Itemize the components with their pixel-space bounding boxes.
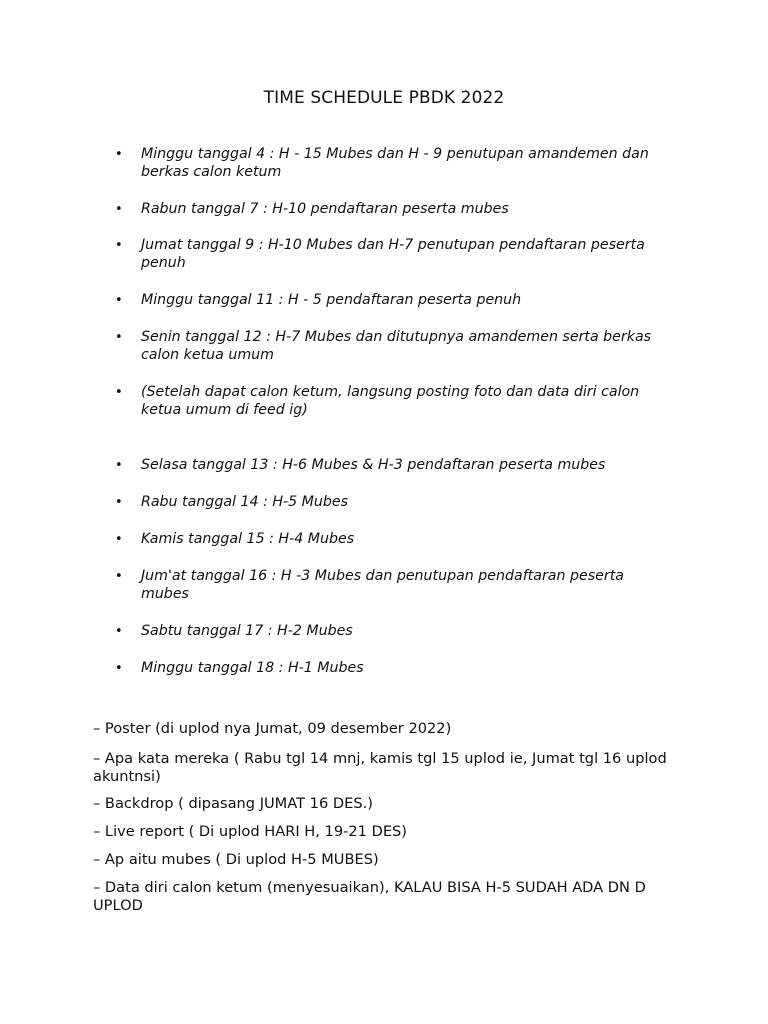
schedule-item — [115, 456, 675, 475]
bullet-icon: • — [115, 293, 123, 308]
bullet-icon: • — [115, 238, 123, 253]
note-line: – Data diri calon ketum (menyesuaikan), KALAU BISA H-5 SUDAH ADA DN D UPLOD — [93, 879, 646, 914]
note-line: – Ap aitu mubes ( Di uplod H-5 MUBES) — [93, 851, 379, 868]
schedule-item-text: Sabtu tanggal 17 : H-2 Mubes — [141, 623, 353, 639]
schedule-item — [115, 236, 675, 272]
bullet-icon: • — [115, 495, 123, 510]
note-line: – Backdrop ( dipasang JUMAT 16 DES.) — [93, 795, 373, 812]
note-line: – Apa kata mereka ( Rabu tgl 14 mnj, kamis tgl 15 uplod ie, Jumat tgl 16 uplod akuntnsi) — [93, 750, 667, 785]
bullet-icon: • — [115, 458, 123, 473]
schedule-item — [115, 383, 675, 419]
bullet-icon: • — [115, 624, 123, 639]
bullet-icon: • — [115, 569, 123, 584]
note-line: – Poster (di uplod nya Jumat, 09 desember 2022) — [93, 720, 452, 737]
schedule-item-text: Rabun tanggal 7 : H-10 pendaftaran peserta mubes — [141, 201, 509, 217]
schedule-item-text: (Setelah dapat calon ketum, langsung posting foto dan data diri calon ketua umum di feed ig) — [141, 384, 640, 418]
schedule-item — [115, 659, 675, 678]
schedule-item-text: Minggu tanggal 18 : H-1 Mubes — [141, 660, 364, 676]
schedule-item — [115, 567, 675, 603]
schedule-item — [115, 622, 675, 641]
bullet-icon: • — [115, 661, 123, 676]
schedule-item-text: Minggu tanggal 11 : H - 5 pendaftaran peserta penuh — [141, 292, 522, 308]
bullet-icon: • — [115, 532, 123, 547]
bullet-icon: • — [115, 147, 123, 162]
schedule-item — [115, 200, 675, 219]
schedule-item-text: Kamis tanggal 15 : H-4 Mubes — [141, 531, 355, 547]
schedule-item-text: Jum'at tanggal 16 : H -3 Mubes dan penutupan pendaftaran peserta mubes — [141, 568, 624, 602]
schedule-item-text: Jumat tanggal 9 : H-10 Mubes dan H-7 penutupan pendaftaran peserta penuh — [141, 237, 645, 271]
document-title: TIME SCHEDULE PBDK 2022 — [263, 88, 505, 108]
bullet-icon: • — [115, 202, 123, 217]
schedule-item — [115, 145, 675, 181]
schedule-item — [115, 328, 675, 364]
schedule-item-text: Selasa tanggal 13 : H-6 Mubes & H-3 pendaftaran peserta mubes — [141, 457, 606, 473]
schedule-item — [115, 530, 675, 549]
schedule-item-text: Rabu tanggal 14 : H-5 Mubes — [141, 494, 349, 510]
note-line: – Live report ( Di uplod HARI H, 19-21 DES) — [93, 823, 408, 840]
schedule-item — [115, 291, 675, 310]
schedule-item — [115, 493, 675, 512]
schedule-item-text: Senin tanggal 12 : H-7 Mubes dan ditutupnya amandemen serta berkas calon ketua umum — [141, 329, 652, 363]
bullet-icon: • — [115, 330, 123, 345]
schedule-item-text: Minggu tanggal 4 : H - 15 Mubes dan H - 9 penutupan amandemen dan berkas calon ketum — [141, 146, 649, 180]
bullet-icon: • — [115, 385, 123, 400]
